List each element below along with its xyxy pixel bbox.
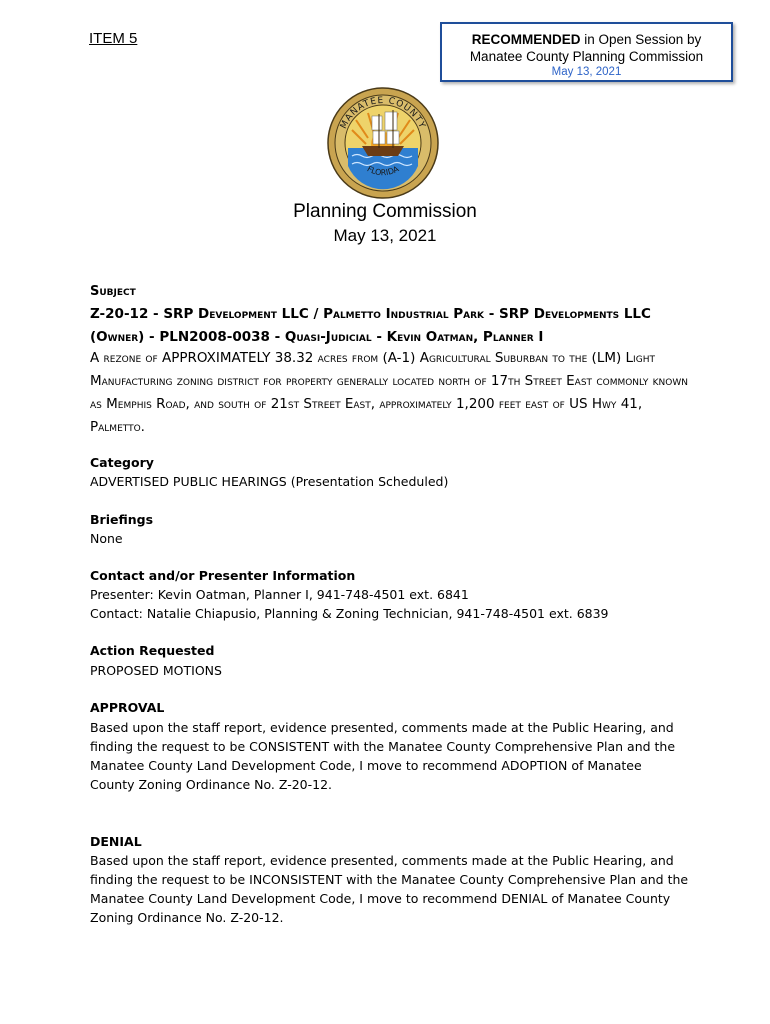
recommended-bold: RECOMMENDED [471, 32, 581, 47]
seal-bottom-text: FLORIDA [365, 164, 401, 178]
denial-text: Based upon the staff report, evidence presented, comments made at the Public Hearing, and finding the request to be INCONSISTENT with the Manatee County Comprehensive Plan and the Manatee County Land Development Code, I move to recommend DENIAL of Manatee County Zoning Ordinance No. Z-20-12. [90, 853, 689, 925]
briefings-text: None [90, 531, 123, 546]
contact-heading: Contact and/or Presenter Information [90, 568, 356, 583]
seal-top-text: MANATEE COUNTY [338, 95, 428, 131]
subject-description: A rezone of APPROXIMATELY 38.32 acres from (A-1) Agricultural Suburban to the (LM) Light Manufacturing zoning district for property generally located north of 17th Street East commonly known as Memphis Road, and south of 21st Street East, approximately 1,200 feet east of US Hwy 41, Palmetto. [90, 350, 688, 435]
subject-heading: Subject [90, 284, 136, 299]
contact-info: Contact: Natalie Chiapusio, Planning & Zoning Technician, 941-748-4501 ext. 6839 [90, 606, 609, 621]
briefings-heading: Briefings [90, 512, 154, 527]
denial-heading: DENIAL [90, 834, 142, 849]
approval-text: Based upon the staff report, evidence presented, comments made at the Public Hearing, and finding the request to be CONSISTENT with the Manatee County Comprehensive Plan and the Manatee County Land Development Code, I move to recommend ADOPTION of Manatee County Zoning Ordinance No. Z-20-12. [90, 720, 676, 792]
recommended-date: May 13, 2021 [551, 66, 622, 78]
recommended-stamp [440, 22, 733, 82]
category-text: ADVERTISED PUBLIC HEARINGS (Presentation Scheduled) [90, 474, 449, 489]
item-number: ITEM 5 [89, 30, 138, 47]
county-seal-logo [326, 86, 440, 200]
recommended-line-1 [442, 31, 731, 48]
recommended-rest: in Open Session by [580, 32, 702, 47]
action-heading: Action Requested [90, 643, 215, 658]
approval-heading: APPROVAL [90, 700, 165, 715]
category-heading: Category [90, 455, 154, 470]
presenter-info: Presenter: Kevin Oatman, Planner I, 941-748-4501 ext. 6841 [90, 587, 469, 602]
recommended-line-2: Manatee County Planning Commission [469, 49, 704, 64]
page-title: Planning Commission [293, 201, 477, 222]
page-date: May 13, 2021 [333, 226, 437, 245]
action-text: PROPOSED MOTIONS [90, 663, 222, 678]
subject-title: Z-20-12 - SRP Development LLC / Palmetto Industrial Park - SRP Developments LLC (Owner) - PLN2008-0038 - Quasi-Judicial - Kevin Oatman, Planner I [90, 306, 651, 345]
